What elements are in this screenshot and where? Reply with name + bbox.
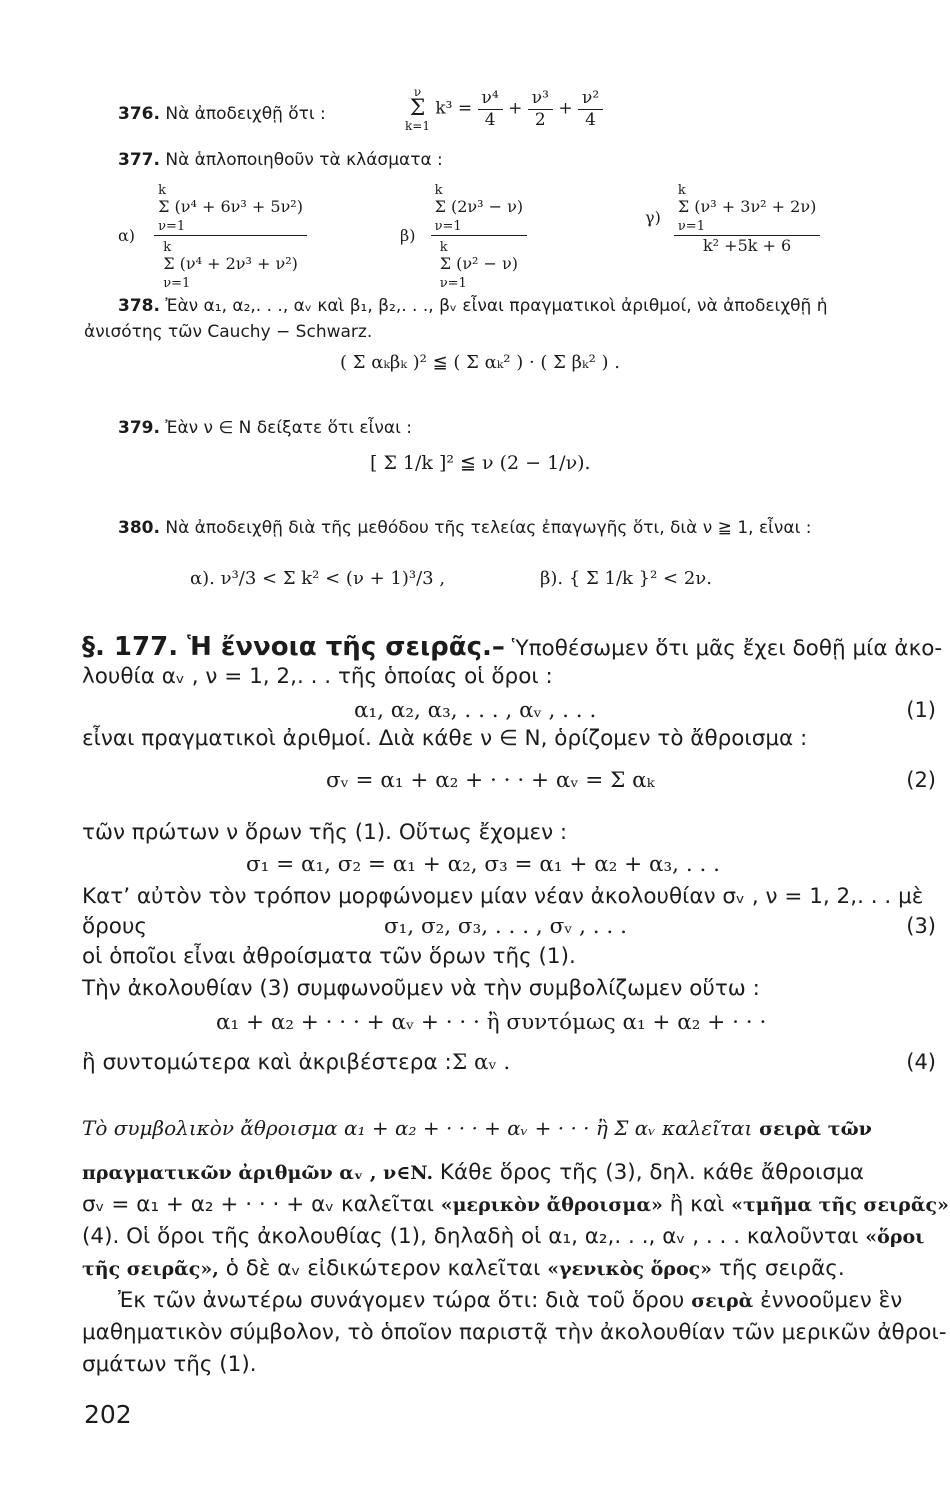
exercise-378 — [118, 296, 828, 316]
term-series-segment: «τμῆμα τῆς σειρᾶς» — [731, 1194, 949, 1216]
body-line: εἶναι πραγματικοὶ ἀριθμοί. Διὰ κάθε ν ∈ N, ὁρίζομεν τὸ ἄθροισμα : — [82, 726, 808, 751]
body-text: (4). Οἱ ὅροι τῆς ἀκολουθίας (1), δηλαδὴ οἱ α₁, α₂,. . ., αᵥ , . . . καλοῦνται — [82, 1224, 859, 1249]
term-series: σειρὰ — [691, 1290, 754, 1312]
exercise-379 — [118, 418, 412, 438]
equation-number: (2) — [906, 768, 936, 792]
body-text: ὁ δὲ αᵥ εἰδικώτερον καλεῖται — [225, 1256, 541, 1281]
body-line: μαθηματικὸν σύμβολον, τὸ ὁποῖον παριστᾷ τὴν ἀκολουθίαν τῶν μερικῶν ἀθροι- — [82, 1320, 947, 1345]
equation-2: σᵥ = α₁ + α₂ + · · · + αᵥ = Σ αₖ — [326, 768, 655, 793]
term-series-terms: «ὅροι — [865, 1226, 925, 1248]
body-text: Ἐκ τῶν ἀνωτέρω συνάγομεν τώρα ὅτι: διὰ τοῦ ὅρου — [118, 1288, 685, 1313]
exercise-text: Ἐὰν ν ∈ N δείξατε ὅτι εἶναι : — [165, 418, 412, 438]
exercise-377 — [118, 150, 443, 170]
body-line — [118, 1288, 950, 1314]
formula-380-b: β). { Σ 1/k }² < 2ν. — [540, 568, 712, 589]
exercise-380 — [118, 518, 811, 538]
page-number: 202 — [84, 1400, 132, 1429]
body-line: ἢ συντομώτερα καὶ ἀκριβέστερα : — [82, 1050, 452, 1075]
equation-partial-sums: σ₁ = α₁, σ₂ = α₁ + α₂, σ₃ = α₁ + α₂ + α₃, . . . — [246, 852, 720, 877]
section-heading: §. 177. Ἡ ἔννοια τῆς σειρᾶς.– — [82, 632, 505, 662]
label-a: α) — [118, 226, 136, 246]
body-text: Κάθε ὅρος τῆς (3), δηλ. κάθε ἄθροισμα — [439, 1160, 864, 1185]
exercise-text: Νὰ ἀποδειχθῇ διὰ τῆς μεθόδου τῆς τελείας ἐπαγωγῆς ὅτι, διὰ ν ≧ 1, εἶναι : — [165, 518, 812, 538]
body-line: Κατ’ αὐτὸν τὸν τρόπον μορφώνομεν μίαν νέαν ἀκολουθίαν σᵥ , ν = 1, 2,. . . μὲ — [82, 884, 924, 909]
body-line — [82, 1256, 938, 1282]
body-text: τῆς σειρᾶς. — [718, 1256, 845, 1281]
body-line: τῶν πρώτων ν ὅρων τῆς (1). Οὕτως ἔχομεν : — [82, 820, 568, 845]
label-c: γ) — [645, 207, 661, 227]
exercise-378-line2: ἀνισότης τῶν Cauchy − Schwarz. — [84, 322, 373, 342]
equation-number: (4) — [906, 1050, 936, 1074]
equation-4: Σ αᵥ . — [452, 1050, 511, 1075]
term-general-term: «γενικὸς ὅρος» — [547, 1258, 713, 1280]
exercise-number: 377. — [118, 150, 160, 170]
equation-1: α₁, α₂, α₃, . . . , αᵥ , . . . — [354, 698, 597, 723]
formula-379: [ Σ 1/k ]² ≦ ν (2 − 1/ν). — [370, 452, 591, 474]
definition-bold: πραγματικῶν ἀριθμῶν αᵥ , ν∈N. — [82, 1162, 434, 1184]
definition-text: Τὸ συμβολικὸν ἄθροισμα α₁ + α₂ + · · · + αᵥ + · · · ἢ Σ αᵥ καλεῖται — [82, 1116, 753, 1140]
exercise-376 — [118, 104, 326, 124]
formula-380-a: α). ν³/3 < Σ k² < (ν + 1)³/3 , — [190, 568, 446, 589]
formula-378: ( Σ αₖβₖ )² ≦ ( Σ αₖ² ) · ( Σ βₖ² ) . — [340, 352, 620, 373]
formula-377-c: γ) k Σ (ν³ + 3ν² + 2ν) ν=1 k² +5k + 6 — [645, 180, 820, 255]
exercise-number: 376. — [118, 104, 160, 124]
body-text: Ὑποθέσωμεν ὅτι μᾶς ἔχει δοθῇ μία ἀκο- — [511, 636, 943, 661]
body-line: λουθία αᵥ , ν = 1, 2,. . . τῆς ὁποίας οἱ ὅροι : — [82, 664, 553, 689]
exercise-text: Νὰ ἀποδειχθῇ ὅτι : — [165, 104, 326, 124]
body-line: οἱ ὁποῖοι εἶναι ἀθροίσματα τῶν ὅρων τῆς (1). — [82, 944, 576, 969]
exercise-text: Νὰ ἁπλοποιηθοῦν τὰ κλάσματα : — [165, 150, 443, 170]
exercise-number: 380. — [118, 518, 160, 538]
body-line: Τὴν ἀκολουθίαν (3) συμφωνοῦμεν νὰ τὴν συμβολίζωμεν οὕτω : — [82, 976, 760, 1001]
body-line — [82, 1192, 949, 1218]
exercise-text: Ἐὰν α₁, α₂,. . ., αᵥ καὶ β₁, β₂,. . ., βᵥ εἶναι πραγματικοὶ ἀριθμοί, νὰ ἀποδειχθῇ ἡ — [165, 296, 828, 316]
term-series-terms-end: τῆς σειρᾶς», — [82, 1258, 219, 1280]
body-text: ἐννοοῦμεν ἓν — [760, 1288, 903, 1313]
formula-377-a: α) k Σ (ν⁴ + 6ν³ + 5ν²) ν=1 k Σ (ν⁴ + 2ν³ + ν²) ν=1 — [118, 180, 307, 291]
body-line — [82, 1224, 938, 1250]
definition-bold: σειρὰ τῶν — [759, 1118, 872, 1140]
body-line: ὅρους — [82, 914, 148, 939]
formula-377-b: β) k Σ (2ν³ − ν) ν=1 k Σ (ν² − ν) ν=1 — [400, 180, 527, 291]
exercise-number: 379. — [118, 418, 160, 438]
body-text: ἢ καὶ — [669, 1192, 725, 1217]
body-line: σμάτων τῆς (1). — [82, 1352, 257, 1377]
label-b: β) — [400, 226, 416, 246]
equation-number: (3) — [906, 914, 936, 938]
body-line — [82, 1160, 938, 1186]
exercise-number: 378. — [118, 296, 160, 316]
equation-number: (1) — [906, 698, 936, 722]
body-text: σᵥ = α₁ + α₂ + · · · + αᵥ καλεῖται — [82, 1192, 434, 1217]
definition-line — [82, 1116, 938, 1142]
equation-3: σ₁, σ₂, σ₃, . . . , σᵥ , . . . — [384, 914, 627, 939]
formula-376: ν Σ k=1 k³ = $\frac{\text{ν⁴}}{4}$ + $\frac{\text{ν³}}{2}$ + $\frac{\text{ν²}}{4}$ — [405, 86, 603, 132]
section-heading-line — [82, 632, 943, 663]
term-partial-sum: «μερικὸν ἄθροισμα» — [440, 1194, 663, 1216]
equation-symbolic: α₁ + α₂ + · · · + αᵥ + · · · ἢ συντόμως α₁ + α₂ + · · · — [216, 1010, 767, 1035]
